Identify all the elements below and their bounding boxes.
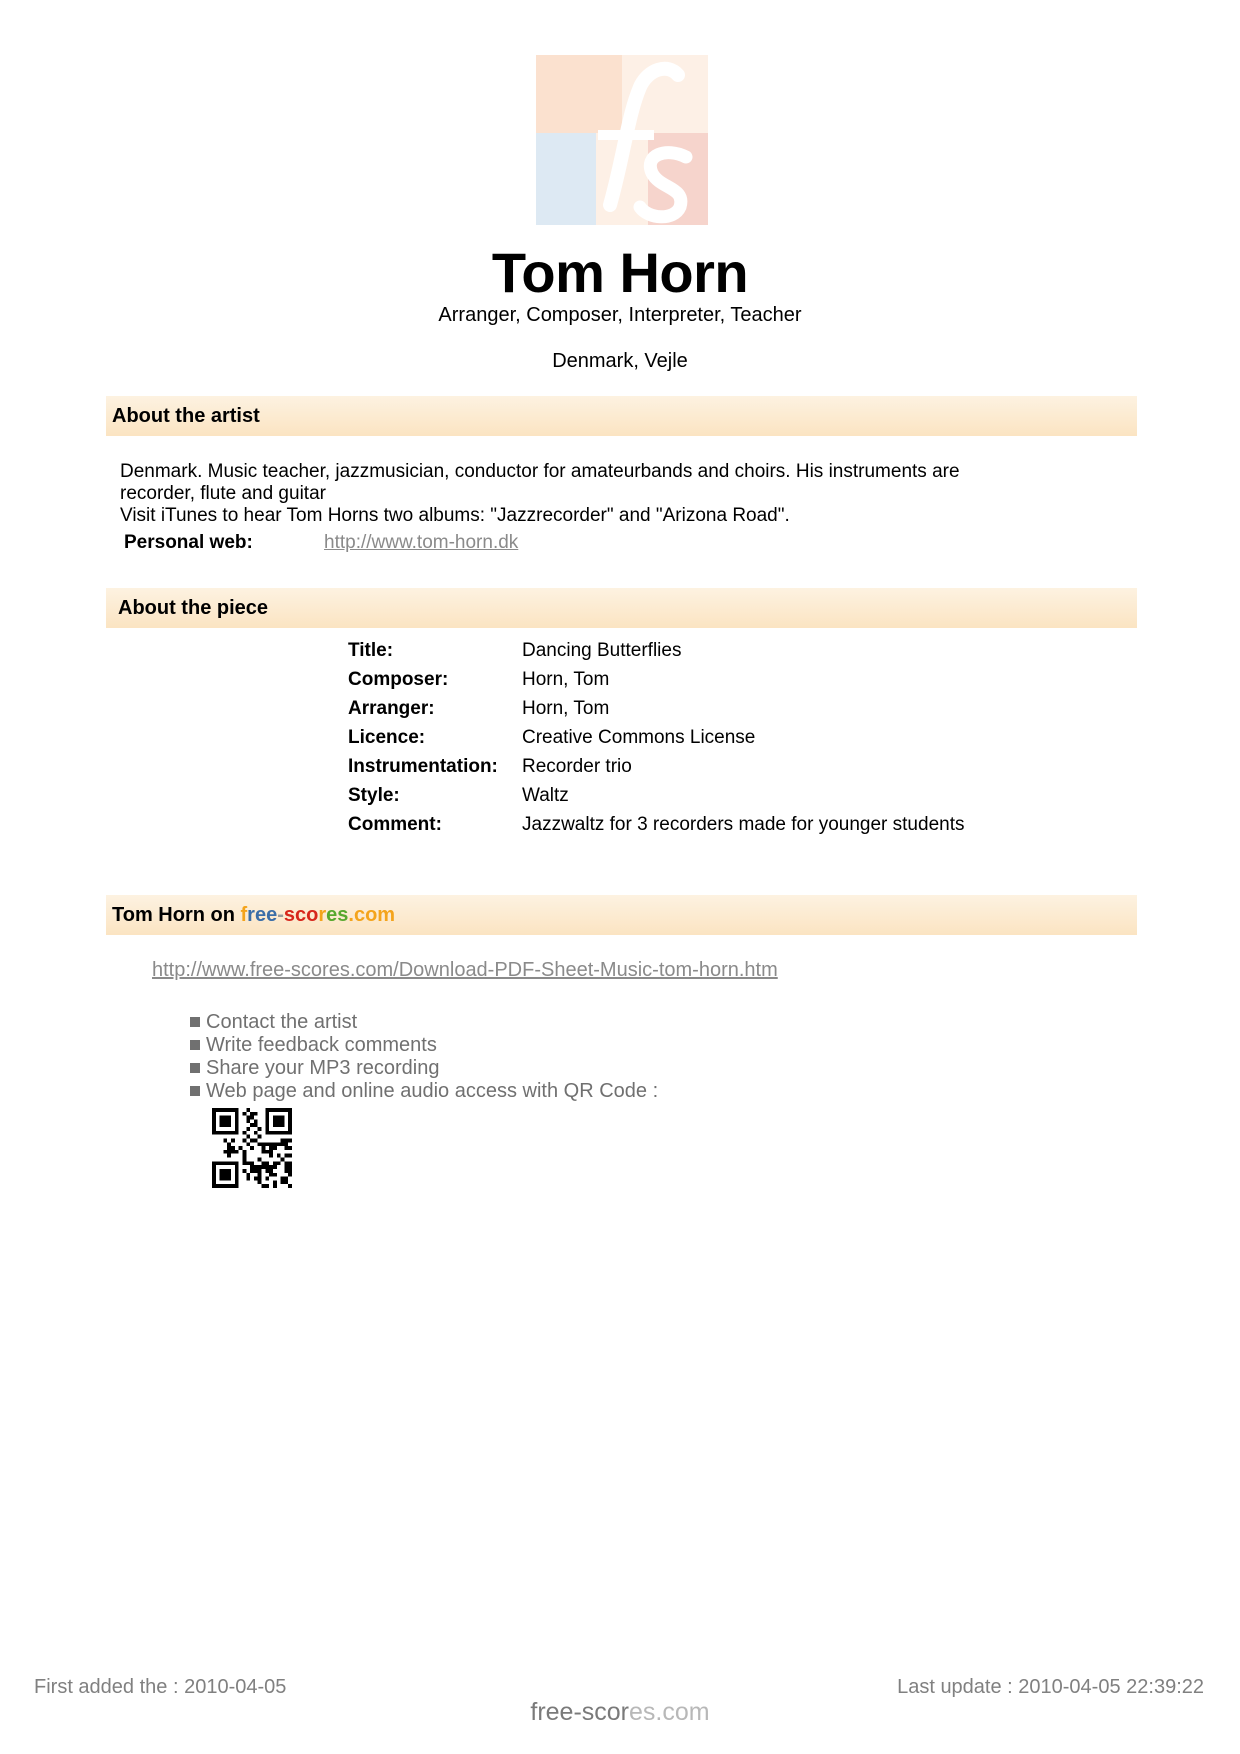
detail-label: Title: bbox=[348, 639, 394, 661]
contact-artist-link[interactable]: Contact the artist bbox=[206, 1011, 358, 1033]
detail-value: Recorder trio bbox=[522, 755, 632, 777]
artist-roles: Arranger, Composer, Interpreter, Teacher bbox=[438, 304, 802, 326]
fs-logo-icon bbox=[536, 55, 708, 225]
brand-part: es bbox=[326, 904, 349, 926]
brand-part: ree bbox=[247, 904, 278, 926]
list-item[interactable] bbox=[190, 1057, 658, 1080]
list-item[interactable] bbox=[190, 1011, 658, 1034]
free-scores-artist-link[interactable]: http://www.free-scores.com/Download-PDF-Sheet-Music-tom-horn.htm bbox=[152, 959, 778, 981]
about-artist-line: recorder, flute and guitar bbox=[120, 483, 326, 504]
on-free-scores-prefix: Tom Horn on bbox=[112, 904, 241, 926]
detail-value: Horn, Tom bbox=[522, 697, 610, 719]
square-bullet-icon bbox=[190, 1063, 200, 1073]
about-piece-heading: About the piece bbox=[106, 588, 1137, 628]
last-update-date: Last update : 2010-04-05 22:39:22 bbox=[897, 1676, 1204, 1698]
artist-location: Denmark, Vejle bbox=[552, 350, 688, 372]
detail-label: Arranger: bbox=[348, 697, 435, 719]
detail-value: Jazzwaltz for 3 recorders made for younger students bbox=[522, 813, 965, 835]
brand-part: f bbox=[240, 904, 248, 926]
detail-label: Composer: bbox=[348, 668, 449, 690]
detail-value: Waltz bbox=[522, 784, 569, 806]
footer-brand-part: free-scor bbox=[530, 1698, 630, 1726]
table-row bbox=[346, 723, 968, 752]
square-bullet-icon bbox=[190, 1086, 200, 1096]
write-feedback-link[interactable]: Write feedback comments bbox=[206, 1034, 437, 1056]
brand-part: r bbox=[318, 904, 327, 926]
square-bullet-icon bbox=[190, 1017, 200, 1027]
about-artist-text bbox=[120, 461, 1080, 527]
table-row bbox=[346, 694, 968, 723]
square-bullet-icon bbox=[190, 1040, 200, 1050]
table-row bbox=[346, 665, 968, 694]
footer-free-scores-logo bbox=[0, 1698, 1240, 1727]
detail-value: Dancing Butterflies bbox=[522, 639, 682, 661]
piece-details-table bbox=[346, 636, 968, 839]
about-artist-line: Visit iTunes to hear Tom Horns two albums: "Jazzrecorder" and "Arizona Road". bbox=[120, 505, 790, 526]
list-item[interactable] bbox=[190, 1080, 658, 1103]
table-row bbox=[346, 636, 968, 665]
table-row bbox=[346, 781, 968, 810]
footer-brand-part: es.com bbox=[629, 1698, 710, 1726]
personal-web-link[interactable]: http://www.tom-horn.dk bbox=[324, 532, 519, 553]
artist-actions-list bbox=[190, 1011, 658, 1103]
brand-part: sco bbox=[283, 904, 319, 926]
personal-web-label: Personal web: bbox=[124, 532, 253, 553]
on-free-scores-heading bbox=[106, 895, 1137, 935]
detail-label: Licence: bbox=[348, 726, 426, 748]
free-scores-brand bbox=[241, 904, 396, 926]
detail-label: Style: bbox=[348, 784, 400, 806]
about-artist-heading: About the artist bbox=[106, 396, 1137, 436]
detail-label: Comment: bbox=[348, 813, 442, 835]
table-row bbox=[346, 810, 968, 839]
list-item[interactable] bbox=[190, 1034, 658, 1057]
detail-label: Instrumentation: bbox=[348, 755, 498, 777]
brand-part: .com bbox=[348, 904, 396, 926]
table-row bbox=[346, 752, 968, 781]
qr-code-icon[interactable] bbox=[212, 1108, 292, 1188]
artist-name: Tom Horn bbox=[491, 241, 749, 304]
about-artist-line: Denmark. Music teacher, jazzmusician, conductor for amateurbands and choirs. His instruments are bbox=[120, 461, 960, 482]
brand-part: - bbox=[277, 904, 284, 926]
share-mp3-link[interactable]: Share your MP3 recording bbox=[206, 1057, 440, 1079]
detail-value: Horn, Tom bbox=[522, 668, 610, 690]
first-added-date: First added the : 2010-04-05 bbox=[34, 1676, 287, 1698]
qr-code-link[interactable]: Web page and online audio access with QR Code : bbox=[206, 1080, 659, 1102]
detail-value: Creative Commons License bbox=[522, 726, 756, 748]
